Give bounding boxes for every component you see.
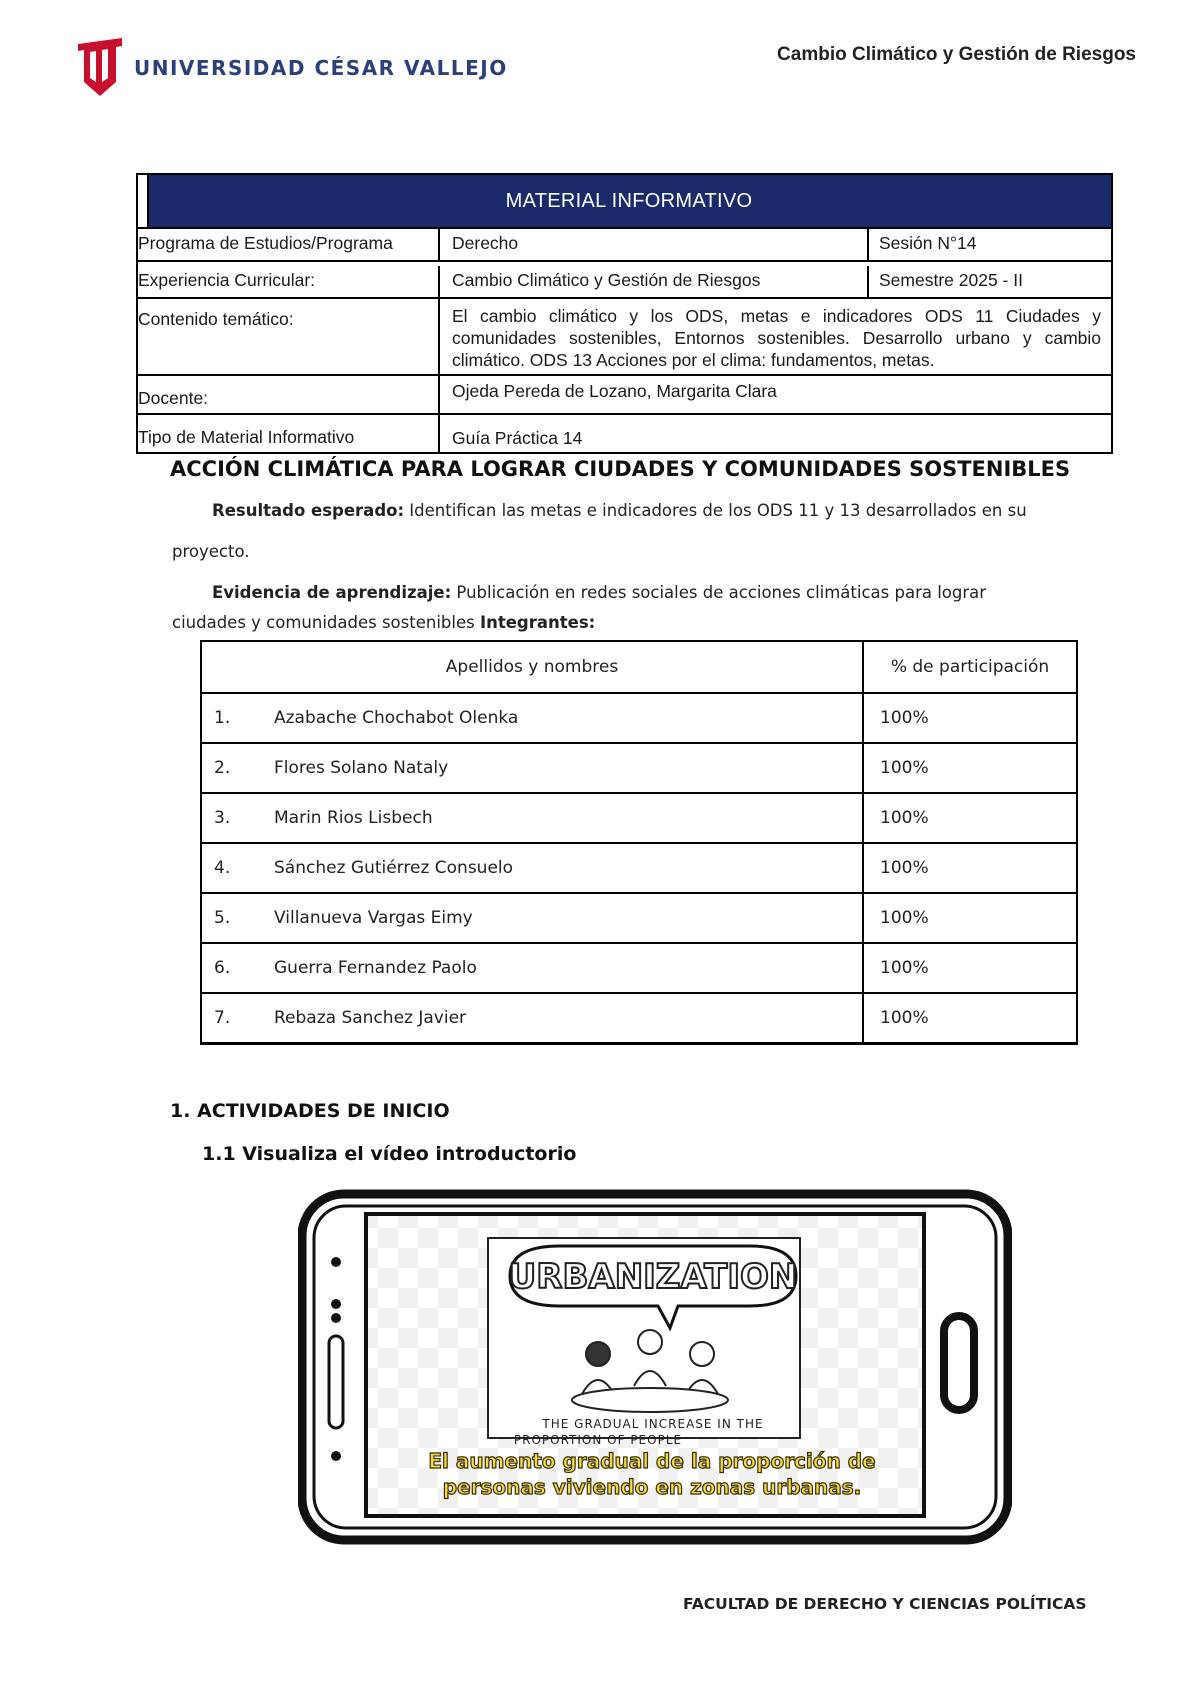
caption-en-1: THE GRADUAL INCREASE IN THE bbox=[542, 1417, 764, 1431]
university-logo bbox=[76, 38, 124, 96]
info-row-tipo bbox=[138, 413, 1111, 452]
member-pct: 100% bbox=[863, 743, 1077, 793]
university-name: UNIVERSIDAD CÉSAR VALLEJO bbox=[134, 56, 508, 80]
table-row bbox=[201, 843, 1077, 893]
section-heading-inicio: 1. ACTIVIDADES DE INICIO bbox=[170, 1100, 450, 1122]
section-subheading-video: 1.1 Visualiza el vídeo introductorio bbox=[202, 1143, 577, 1165]
info-row-programa bbox=[138, 227, 1111, 260]
info-value: Cambio Climático y Gestión de Riesgos bbox=[440, 266, 869, 297]
subtitle-line-1: El aumento gradual de la proporción de bbox=[428, 1449, 876, 1473]
info-label: Contenido temático: bbox=[138, 299, 440, 374]
subtitle-line-2: personas viviendo en zonas urbanas. bbox=[442, 1475, 862, 1499]
bubble-text: URBANIZATION bbox=[508, 1257, 798, 1297]
integrantes-label: Integrantes: bbox=[479, 613, 596, 632]
info-banner: MATERIAL INFORMATIVO bbox=[138, 175, 1111, 227]
member-pct: 100% bbox=[863, 693, 1077, 743]
intro-video-thumbnail[interactable] bbox=[298, 1188, 1012, 1548]
table-row bbox=[201, 943, 1077, 993]
member-name: Guerra Fernandez Paolo bbox=[274, 958, 477, 978]
member-name: Sánchez Gutiérrez Consuelo bbox=[274, 858, 514, 878]
info-value: Guía Práctica 14 bbox=[452, 428, 583, 448]
resultado-esperado bbox=[212, 501, 1132, 520]
member-num: 7. bbox=[214, 1008, 231, 1028]
member-pct: 100% bbox=[863, 993, 1077, 1044]
member-name: Villanueva Vargas Eimy bbox=[274, 908, 473, 928]
member-name: Marin Rios Lisbech bbox=[274, 808, 433, 828]
table-row bbox=[201, 993, 1077, 1044]
info-row-experiencia bbox=[138, 260, 1111, 297]
members-table bbox=[200, 640, 1078, 1045]
info-table bbox=[136, 173, 1113, 454]
member-num: 2. bbox=[214, 758, 231, 778]
resultado-label: Resultado esperado: bbox=[212, 501, 405, 520]
info-value: El cambio climático y los ODS, metas e indicadores ODS 11 Ciudades y comunidades sostenibles, Entornos sostenibles. Desarrollo urbano y cambio climático. ODS 13 Acciones por el clima: fundamentos, metas. bbox=[452, 306, 1101, 370]
member-num: 5. bbox=[214, 908, 231, 928]
info-label: Docente: bbox=[138, 376, 440, 413]
member-name: Flores Solano Nataly bbox=[274, 758, 449, 778]
member-name: Azabache Chochabot Olenka bbox=[274, 708, 519, 728]
member-name: Rebaza Sanchez Javier bbox=[274, 1008, 467, 1028]
info-extra: Semestre 2025 - II bbox=[879, 270, 1023, 290]
member-pct: 100% bbox=[863, 943, 1077, 993]
table-row bbox=[201, 743, 1077, 793]
resultado-text: Identifican las metas e indicadores de los ODS 11 y 13 desarrollados en su bbox=[404, 501, 1027, 520]
info-label: Experiencia Curricular: bbox=[138, 266, 440, 297]
info-extra: Sesión N°14 bbox=[879, 233, 977, 253]
info-label: Programa de Estudios/Programa bbox=[138, 229, 440, 260]
members-header-row bbox=[201, 641, 1077, 693]
evidencia-text: Publicación en redes sociales de acciones climáticas para lograr bbox=[451, 583, 987, 602]
member-num: 6. bbox=[214, 958, 231, 978]
footer-faculty: FACULTAD DE DERECHO Y CIENCIAS POLÍTICAS bbox=[683, 1595, 1087, 1613]
col-pct-header: % de participación bbox=[863, 641, 1077, 693]
info-value: Ojeda Pereda de Lozano, Margarita Clara bbox=[452, 381, 777, 401]
info-value: Derecho bbox=[440, 229, 869, 260]
evidencia-label: Evidencia de aprendizaje: bbox=[212, 583, 452, 602]
member-pct: 100% bbox=[863, 893, 1077, 943]
evidencia-cont-text: ciudades y comunidades sostenibles bbox=[172, 613, 480, 632]
member-num: 3. bbox=[214, 808, 231, 828]
course-header: Cambio Climático y Gestión de Riesgos bbox=[777, 44, 1136, 65]
member-pct: 100% bbox=[863, 793, 1077, 843]
table-row bbox=[201, 793, 1077, 843]
table-row bbox=[201, 693, 1077, 743]
info-row-docente bbox=[138, 374, 1111, 413]
table-row bbox=[201, 893, 1077, 943]
info-label: Tipo de Material Informativo bbox=[138, 415, 440, 452]
member-pct: 100% bbox=[863, 843, 1077, 893]
col-name-header: Apellidos y nombres bbox=[201, 641, 863, 693]
resultado-cont: proyecto. bbox=[172, 542, 250, 561]
evidencia-cont bbox=[172, 613, 1092, 632]
main-title: ACCIÓN CLIMÁTICA PARA LOGRAR CIUDADES Y COMUNIDADES SOSTENIBLES bbox=[170, 457, 1071, 481]
caption-en-2: PROPORTION OF PEOPLE bbox=[513, 1433, 683, 1447]
info-row-contenido bbox=[138, 297, 1111, 374]
member-num: 1. bbox=[214, 708, 231, 728]
evidencia-aprendizaje bbox=[212, 583, 1062, 602]
member-num: 4. bbox=[214, 858, 231, 878]
